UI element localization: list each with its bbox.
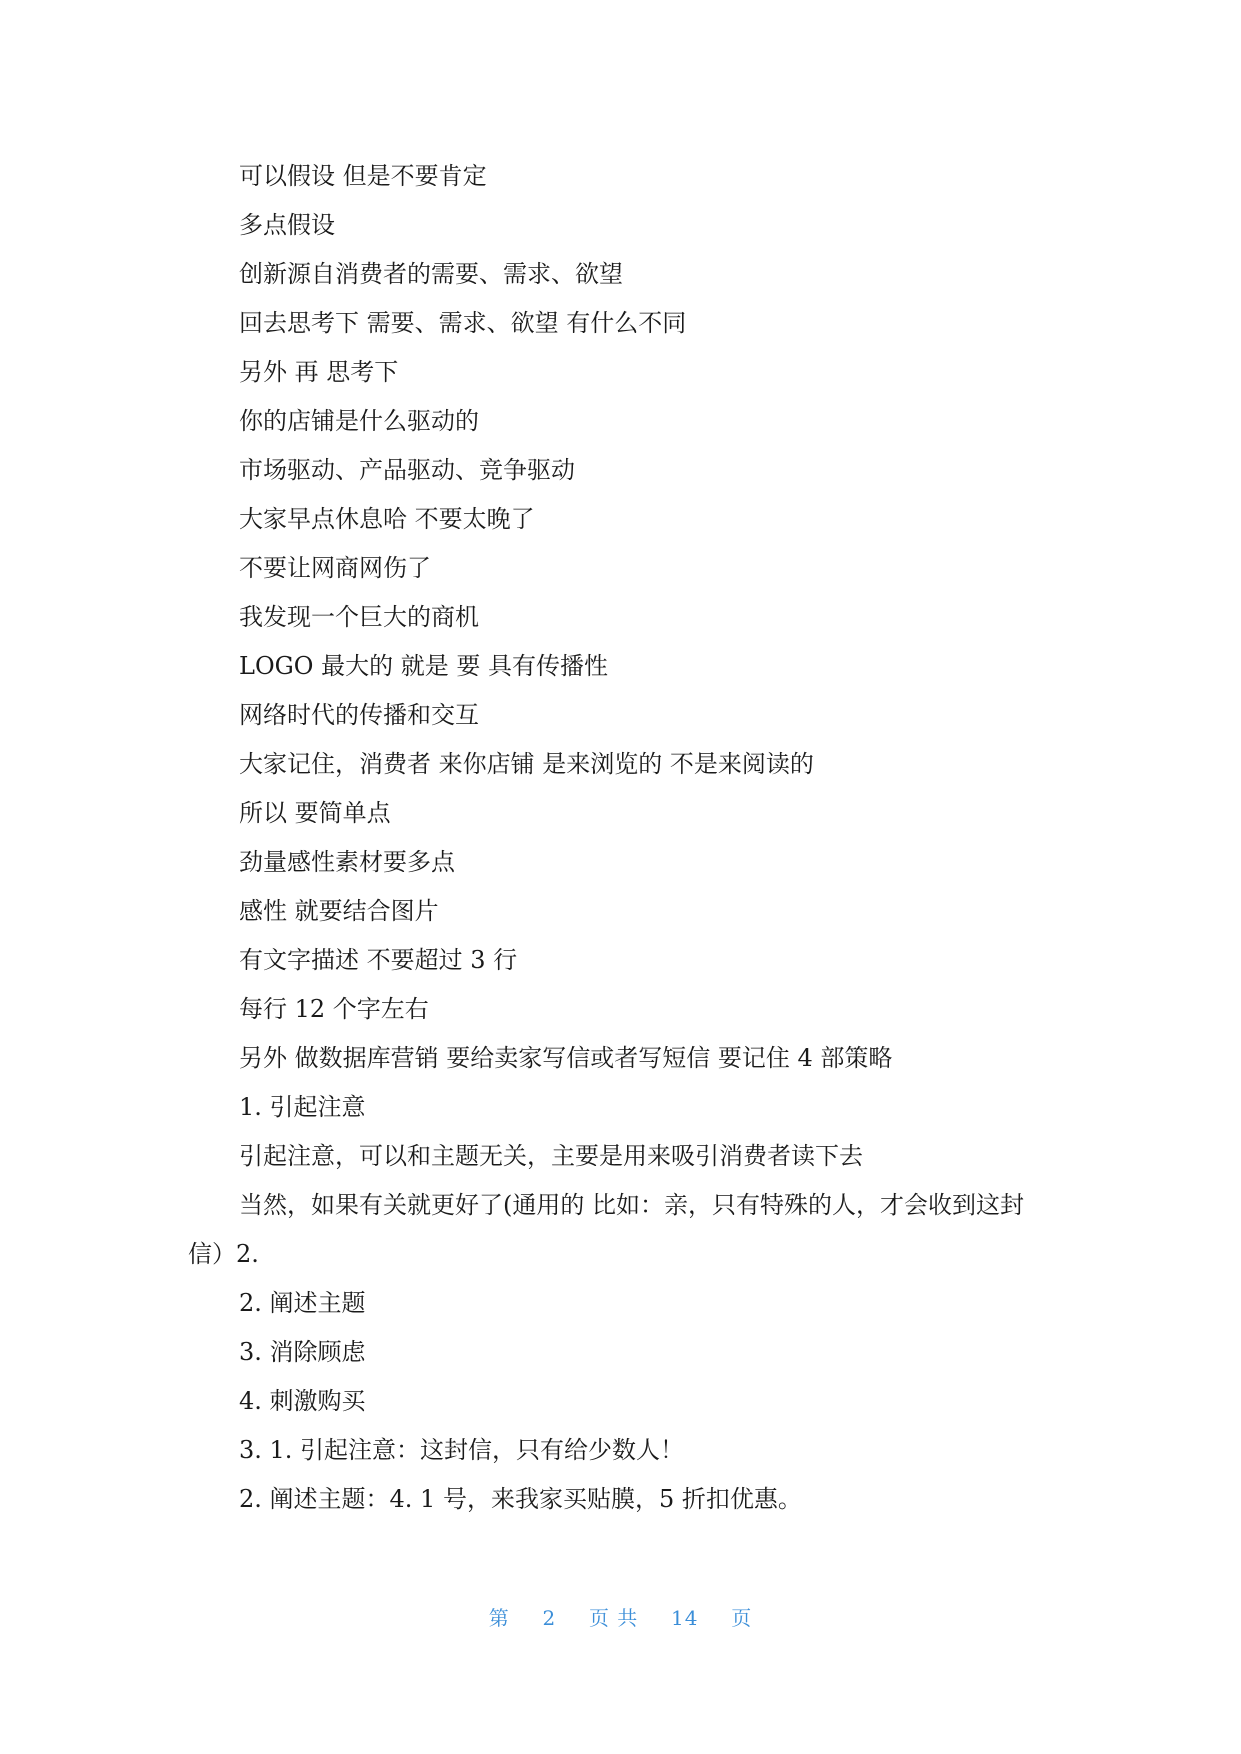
text-line: 3. 消除顾虑 xyxy=(239,1338,366,1366)
text-line: 3. 1. 引起注意：这封信，只有给少数人！ xyxy=(239,1436,685,1464)
text-line: 回去思考下 需要、需求、欲望 有什么不同 xyxy=(239,309,687,337)
text-line: 可以假设 但是不要肯定 xyxy=(239,162,487,190)
document-body xyxy=(188,152,1058,1524)
text-line: 4. 刺激购买 xyxy=(239,1387,366,1415)
text-line: 劲量感性素材要多点 xyxy=(239,848,455,876)
text-line: 另外 再 思考下 xyxy=(239,358,399,386)
text-line: 不要让网商网伤了 xyxy=(239,554,431,582)
text-line: 1. 引起注意 xyxy=(239,1093,366,1121)
footer-page-total: 14 xyxy=(671,1606,699,1630)
text-line: 多点假设 xyxy=(239,211,335,239)
text-line: 大家早点休息哈 不要太晚了 xyxy=(239,505,535,533)
text-line: 网络时代的传播和交互 xyxy=(239,701,479,729)
text-line: 感性 就要结合图片 xyxy=(239,897,439,925)
text-line: 大家记住，消费者 来你店铺 是来浏览的 不是来阅读的 xyxy=(239,750,814,778)
text-line: 创新源自消费者的需要、需求、欲望 xyxy=(239,260,623,288)
footer-label-post: 页 xyxy=(731,1606,753,1630)
text-line: LOGO 最大的 就是 要 具有传播性 xyxy=(239,652,608,680)
text-line: 市场驱动、产品驱动、竞争驱动 xyxy=(239,456,575,484)
text-line: 每行 12 个字左右 xyxy=(239,995,429,1023)
text-line: 2. 阐述主题 xyxy=(239,1289,366,1317)
footer-label-mid: 页 共 xyxy=(588,1606,639,1630)
page-footer xyxy=(0,1602,1241,1631)
text-line: 2. 阐述主题：4. 1 号，来我家买贴膜，5 折扣优惠。 xyxy=(239,1485,802,1513)
text-line: 有文字描述 不要超过 3 行 xyxy=(239,946,518,974)
text-line: 另外 做数据库营销 要给卖家写信或者写短信 要记住 4 部策略 xyxy=(239,1044,893,1072)
footer-page-current: 2 xyxy=(542,1606,557,1630)
text-line: 我发现一个巨大的商机 xyxy=(239,603,479,631)
text-line: 所以 要简单点 xyxy=(239,799,391,827)
text-paragraph: 当然，如果有关就更好了(通用的 比如：亲，只有特殊的人，才会收到这封信）2. xyxy=(188,1191,1024,1268)
footer-label-pre: 第 xyxy=(488,1606,510,1630)
text-line: 你的店铺是什么驱动的 xyxy=(239,407,479,435)
text-line: 引起注意，可以和主题无关，主要是用来吸引消费者读下去 xyxy=(239,1142,863,1170)
